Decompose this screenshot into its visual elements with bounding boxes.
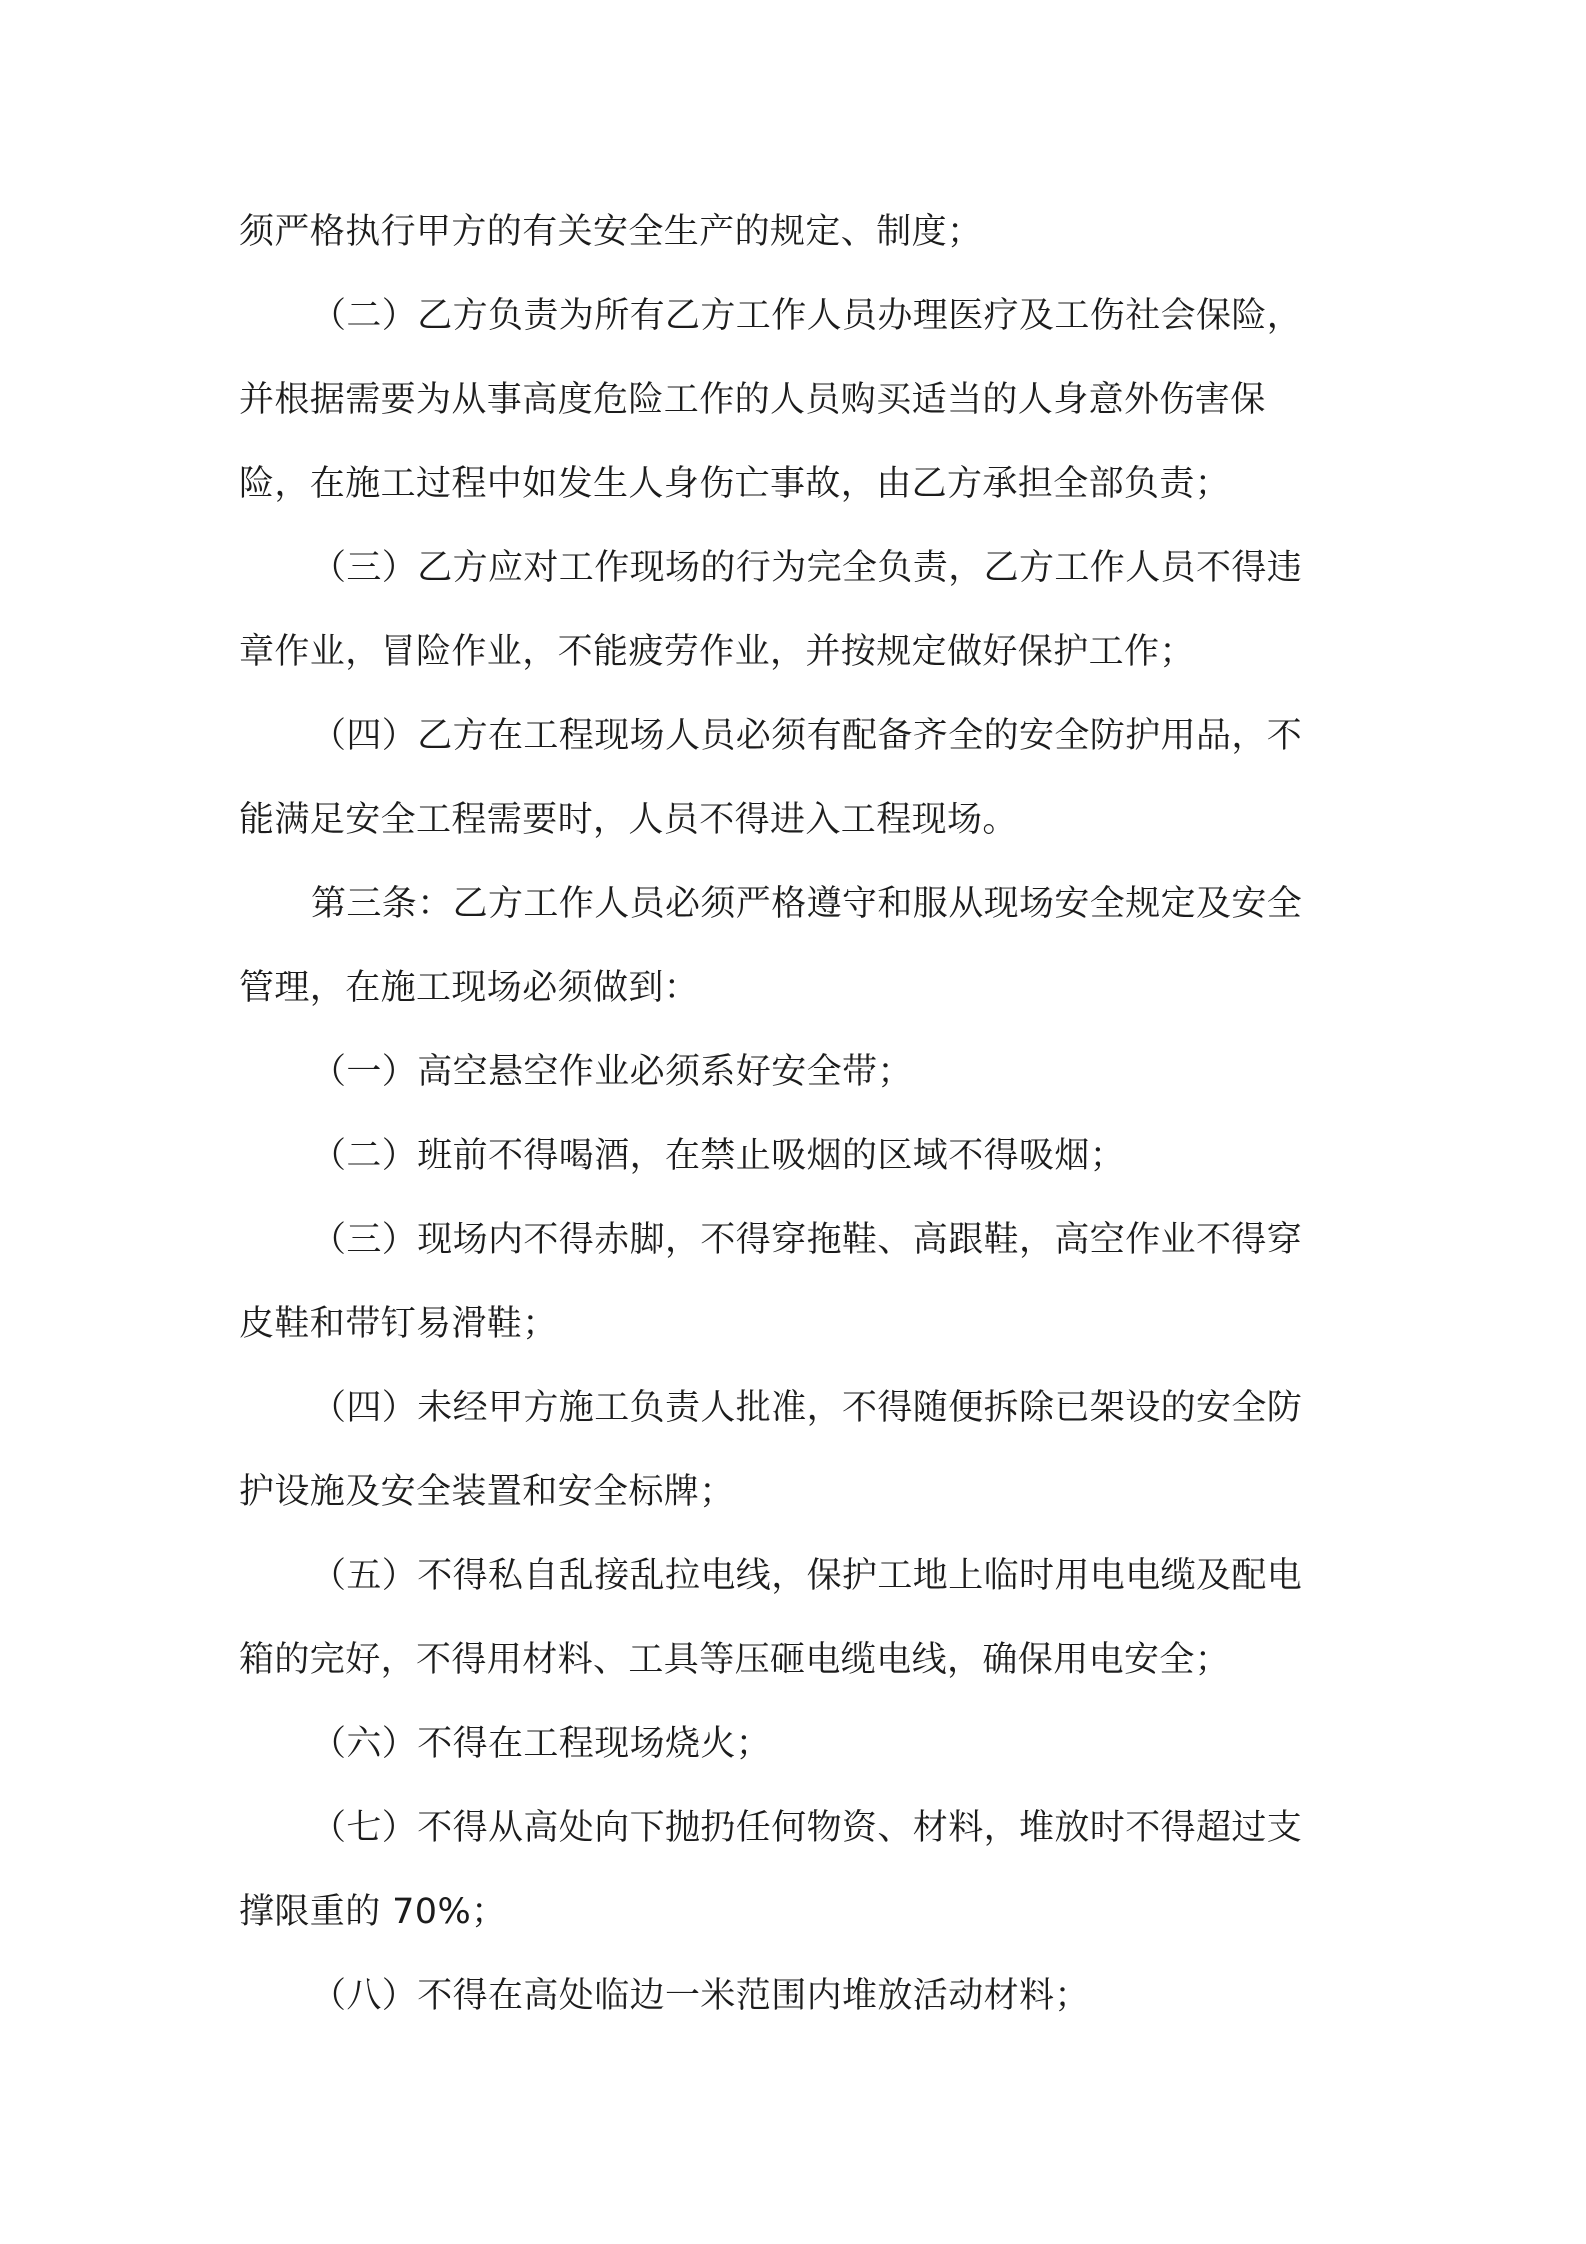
document-body [239,190,1359,2038]
paragraph-clause-2-4: （四）乙方在工程现场人员必须有配备齐全的安全防护用品，不 能满足安全工程需要时，人员不得进入工程现场。 [239,716,1303,840]
paragraph-clause-3-7: （七）不得从高处向下抛扔任何物资、材料，堆放时不得超过支 撑限重的 70%； [239,1808,1303,1932]
paragraph-clause-3-4: （四）未经甲方施工负责人批准，不得随便拆除已架设的安全防 护设施及安全装置和安全标牌； [239,1388,1303,1512]
paragraph-clause-2-2: （二）乙方负责为所有乙方工作人员办理医疗及工伤社会保险， 并根据需要为从事高度危险工作的人员购买适当的人身意外伤害保 险，在施工过程中如发生人身伤亡事故，由乙方承担全部负责； [239,296,1303,504]
paragraph-clause-3-8: （八）不得在高处临边一米范围内堆放活动材料； [311,1976,1090,2016]
paragraph-clause-2-3: （三）乙方应对工作现场的行为完全负责，乙方工作人员不得违 章作业，冒险作业，不能疲劳作业，并按规定做好保护工作； [239,548,1303,672]
paragraph-continued-line: 须严格执行甲方的有关安全生产的规定、制度； [239,212,983,252]
paragraph-clause-3-6: （六）不得在工程现场烧火； [311,1724,772,1764]
paragraph-clause-3-1: （一）高空悬空作业必须系好安全带； [311,1052,913,1092]
paragraph-article-3: 第三条：乙方工作人员必须严格遵守和服从现场安全规定及安全 管理，在施工现场必须做到： [239,884,1303,1008]
paragraph-clause-3-2: （二）班前不得喝酒，在禁止吸烟的区域不得吸烟； [311,1136,1126,1176]
paragraph-clause-3-5: （五）不得私自乱接乱拉电线，保护工地上临时用电电缆及配电 箱的完好，不得用材料、工具等压砸电缆电线，确保用电安全； [239,1556,1303,1680]
paragraph-clause-3-3: （三）现场内不得赤脚，不得穿拖鞋、高跟鞋，高空作业不得穿 皮鞋和带钉易滑鞋； [239,1220,1303,1344]
